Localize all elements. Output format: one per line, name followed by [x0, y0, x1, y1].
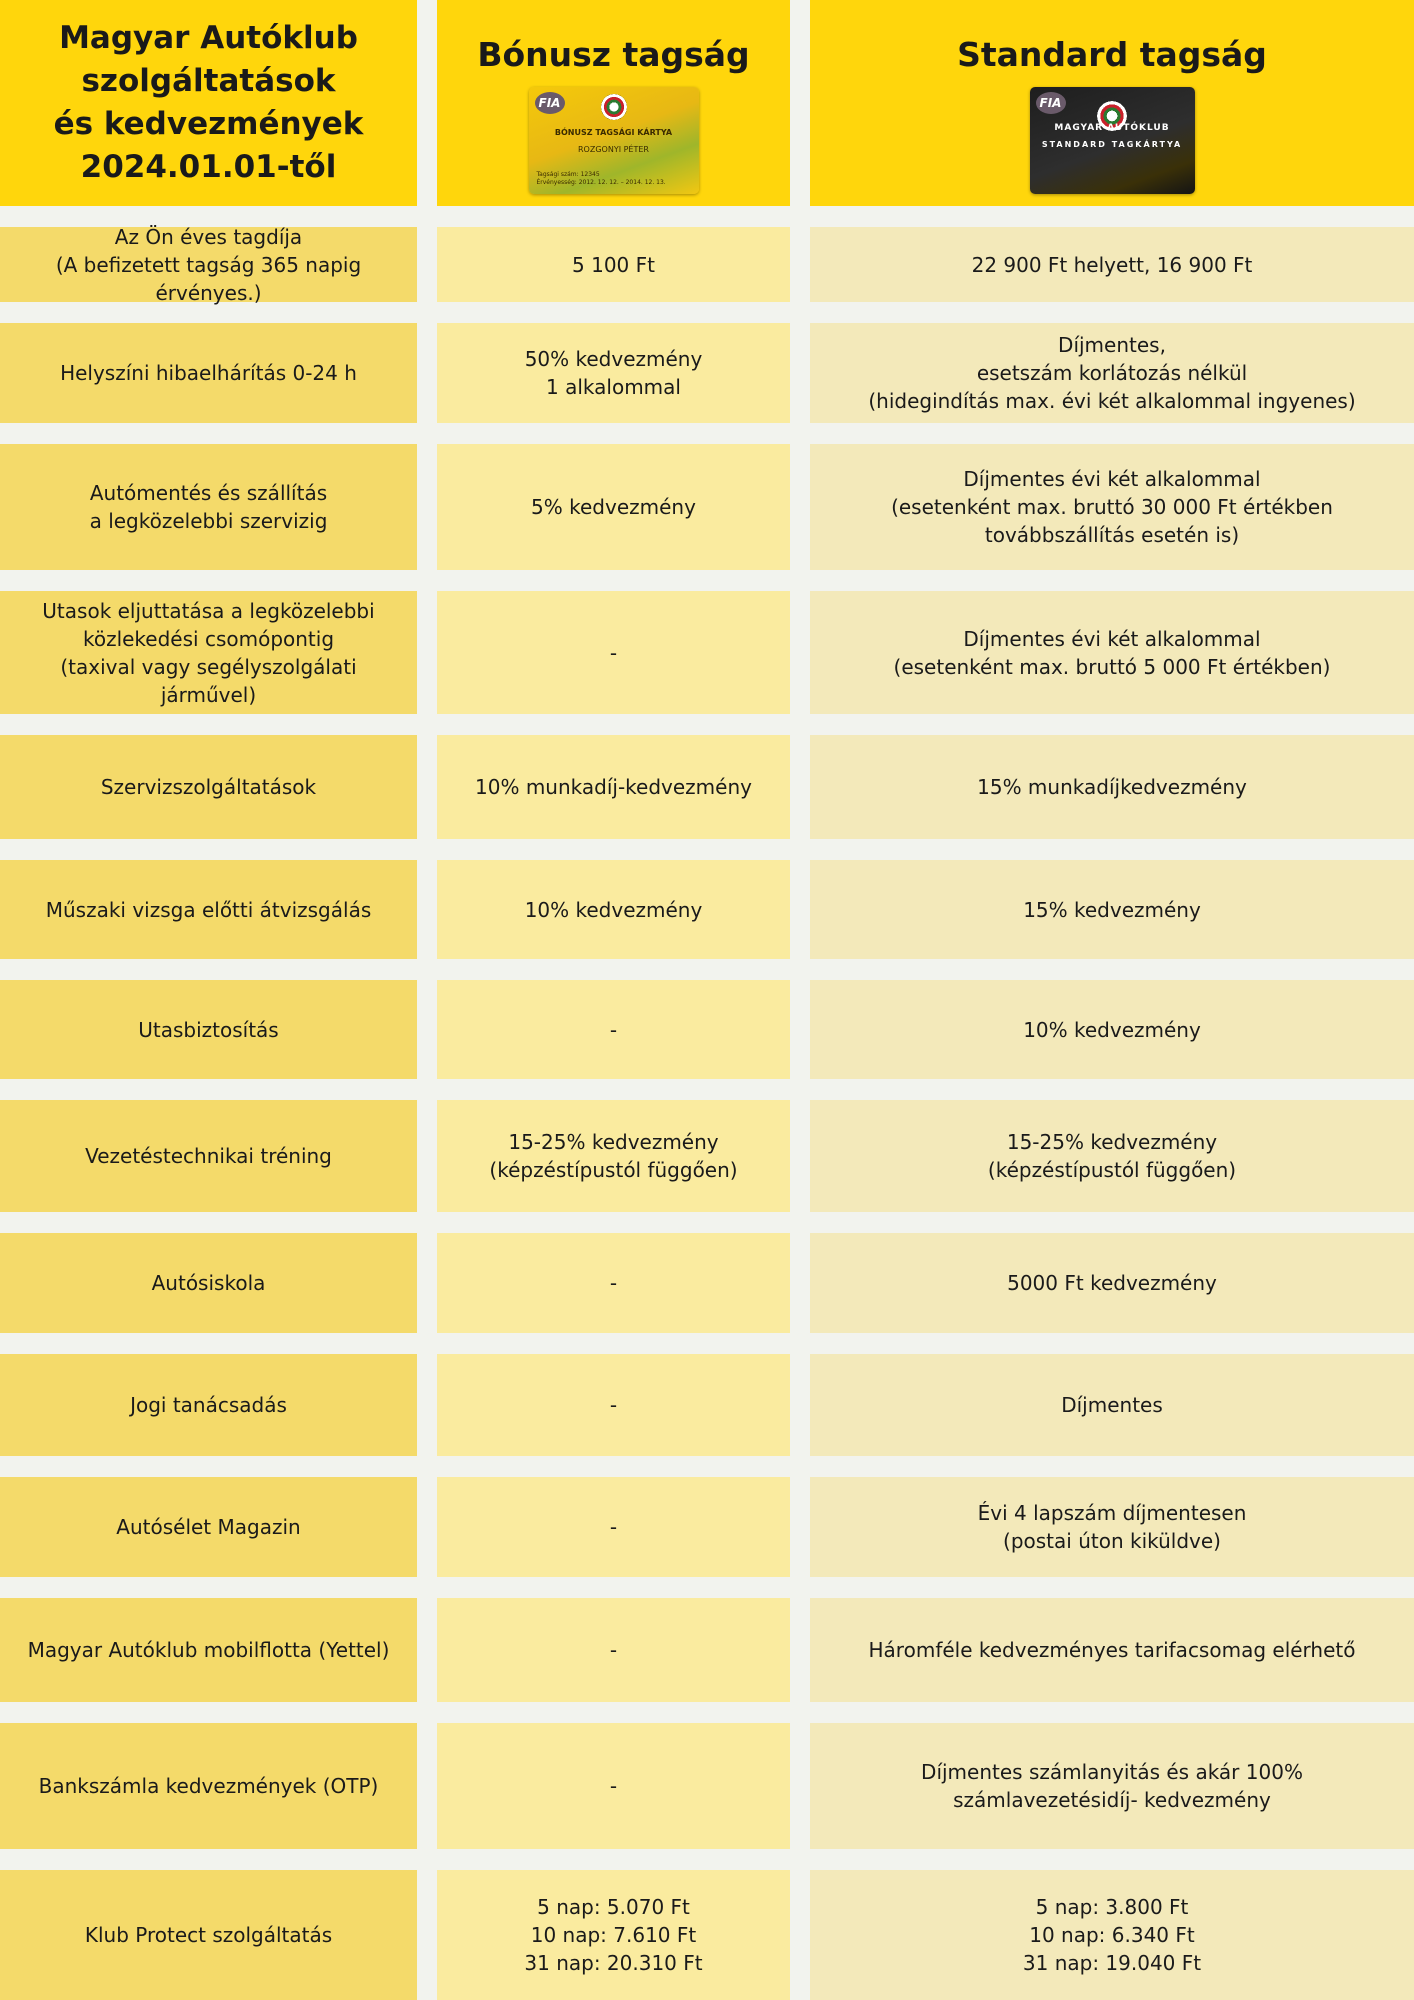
bonus-cell: 5 100 Ft	[437, 227, 790, 302]
service-cell: Bankszámla kedvezmények (OTP)	[0, 1723, 417, 1849]
standard-cell: Díjmentes számlanyitás és akár 100% számlavezetésidíj- kedvezmény	[810, 1723, 1414, 1849]
bonus-cell: 5 nap: 5.070 Ft 10 nap: 7.610 Ft 31 nap: 20.310 Ft	[437, 1870, 790, 2000]
standard-cell: 15% munkadíjkedvezmény	[810, 735, 1414, 839]
standard-cell: 15-25% kedvezmény (képzéstípustól függően)	[810, 1100, 1414, 1212]
service-cell: Jogi tanácsadás	[0, 1354, 417, 1456]
standard-plan-header	[810, 0, 1414, 206]
standard-cell: Évi 4 lapszám díjmentesen (postai úton kiküldve)	[810, 1477, 1414, 1577]
autoklub-emblem-icon	[601, 94, 627, 120]
bonus-card-holder: ROZGONYI PÉTER	[578, 145, 649, 154]
bonus-cell: -	[437, 1723, 790, 1849]
service-cell: Klub Protect szolgáltatás	[0, 1870, 417, 2000]
standard-cell: 10% kedvezmény	[810, 980, 1414, 1079]
service-cell: Autósiskola	[0, 1233, 417, 1333]
standard-cell: 22 900 Ft helyett, 16 900 Ft	[810, 227, 1414, 302]
standard-cell: 5 nap: 3.800 Ft 10 nap: 6.340 Ft 31 nap: 19.040 Ft	[810, 1870, 1414, 2000]
bonus-plan-header	[437, 0, 790, 206]
service-cell: Utasbiztosítás	[0, 980, 417, 1079]
standard-cell: 5000 Ft kedvezmény	[810, 1233, 1414, 1333]
standard-card-subtitle: STANDARD TAGKÁRTYA	[1041, 140, 1183, 149]
bonus-cell: 15-25% kedvezmény (képzéstípustól függően)	[437, 1100, 790, 1212]
standard-membership-card-image	[1030, 87, 1195, 194]
standard-plan-title: Standard tagság	[957, 35, 1267, 74]
service-cell: Szervizszolgáltatások	[0, 735, 417, 839]
bonus-cell: 50% kedvezmény 1 alkalommal	[437, 323, 790, 423]
service-cell: Utasok eljuttatása a legközelebbi közlekedési csomópontig (taxival vagy segélyszolgálati járművel)	[0, 591, 417, 714]
fia-logo-icon: FIA	[1036, 92, 1066, 114]
standard-cell: Díjmentes évi két alkalommal (esetenként max. bruttó 30 000 Ft értékben továbbszállítás esetén is)	[810, 444, 1414, 570]
service-cell: Autósélet Magazin	[0, 1477, 417, 1577]
bonus-cell: -	[437, 1477, 790, 1577]
service-cell: Vezetéstechnikai tréning	[0, 1100, 417, 1212]
standard-cell: Díjmentes	[810, 1354, 1414, 1456]
bonus-cell: -	[437, 1233, 790, 1333]
standard-cell: Díjmentes, esetszám korlátozás nélkül (hidegindítás max. évi két alkalommal ingyenes)	[810, 323, 1414, 423]
standard-card-name: MAGYAR AUTÓKLUB	[1054, 123, 1170, 133]
bonus-card-name: BÓNUSZ TAGSÁGI KÁRTYA	[554, 128, 673, 137]
standard-cell: Háromféle kedvezményes tarifacsomag elérhető	[810, 1598, 1414, 1702]
bonus-membership-card-image	[529, 87, 699, 194]
service-cell: Műszaki vizsga előtti átvizsgálás	[0, 860, 417, 959]
table-title: Magyar Autóklub szolgáltatások és kedvezmények 2024.01.01-től	[0, 0, 417, 206]
service-cell: Az Ön éves tagdíja (A befizetett tagság 365 napig érvényes.)	[0, 227, 417, 302]
service-cell: Autómentés és szállítás a legközelebbi szervizig	[0, 444, 417, 570]
bonus-cell: -	[437, 591, 790, 714]
bonus-plan-title: Bónusz tagság	[477, 35, 750, 74]
service-cell: Helyszíni hibaelhárítás 0-24 h	[0, 323, 417, 423]
service-cell: Magyar Autóklub mobilflotta (Yettel)	[0, 1598, 417, 1702]
bonus-card-details: Tagsági szám: 12345 Érvényesség: 2012. 12. 12. – 2014. 12. 13.	[536, 171, 666, 186]
bonus-cell: 10% kedvezmény	[437, 860, 790, 959]
standard-cell: Díjmentes évi két alkalommal (esetenként max. bruttó 5 000 Ft értékben)	[810, 591, 1414, 714]
standard-cell: 15% kedvezmény	[810, 860, 1414, 959]
bonus-cell: -	[437, 1598, 790, 1702]
fia-logo-icon: FIA	[535, 92, 565, 114]
bonus-cell: 10% munkadíj-kedvezmény	[437, 735, 790, 839]
bonus-cell: -	[437, 980, 790, 1079]
bonus-cell: -	[437, 1354, 790, 1456]
bonus-cell: 5% kedvezmény	[437, 444, 790, 570]
